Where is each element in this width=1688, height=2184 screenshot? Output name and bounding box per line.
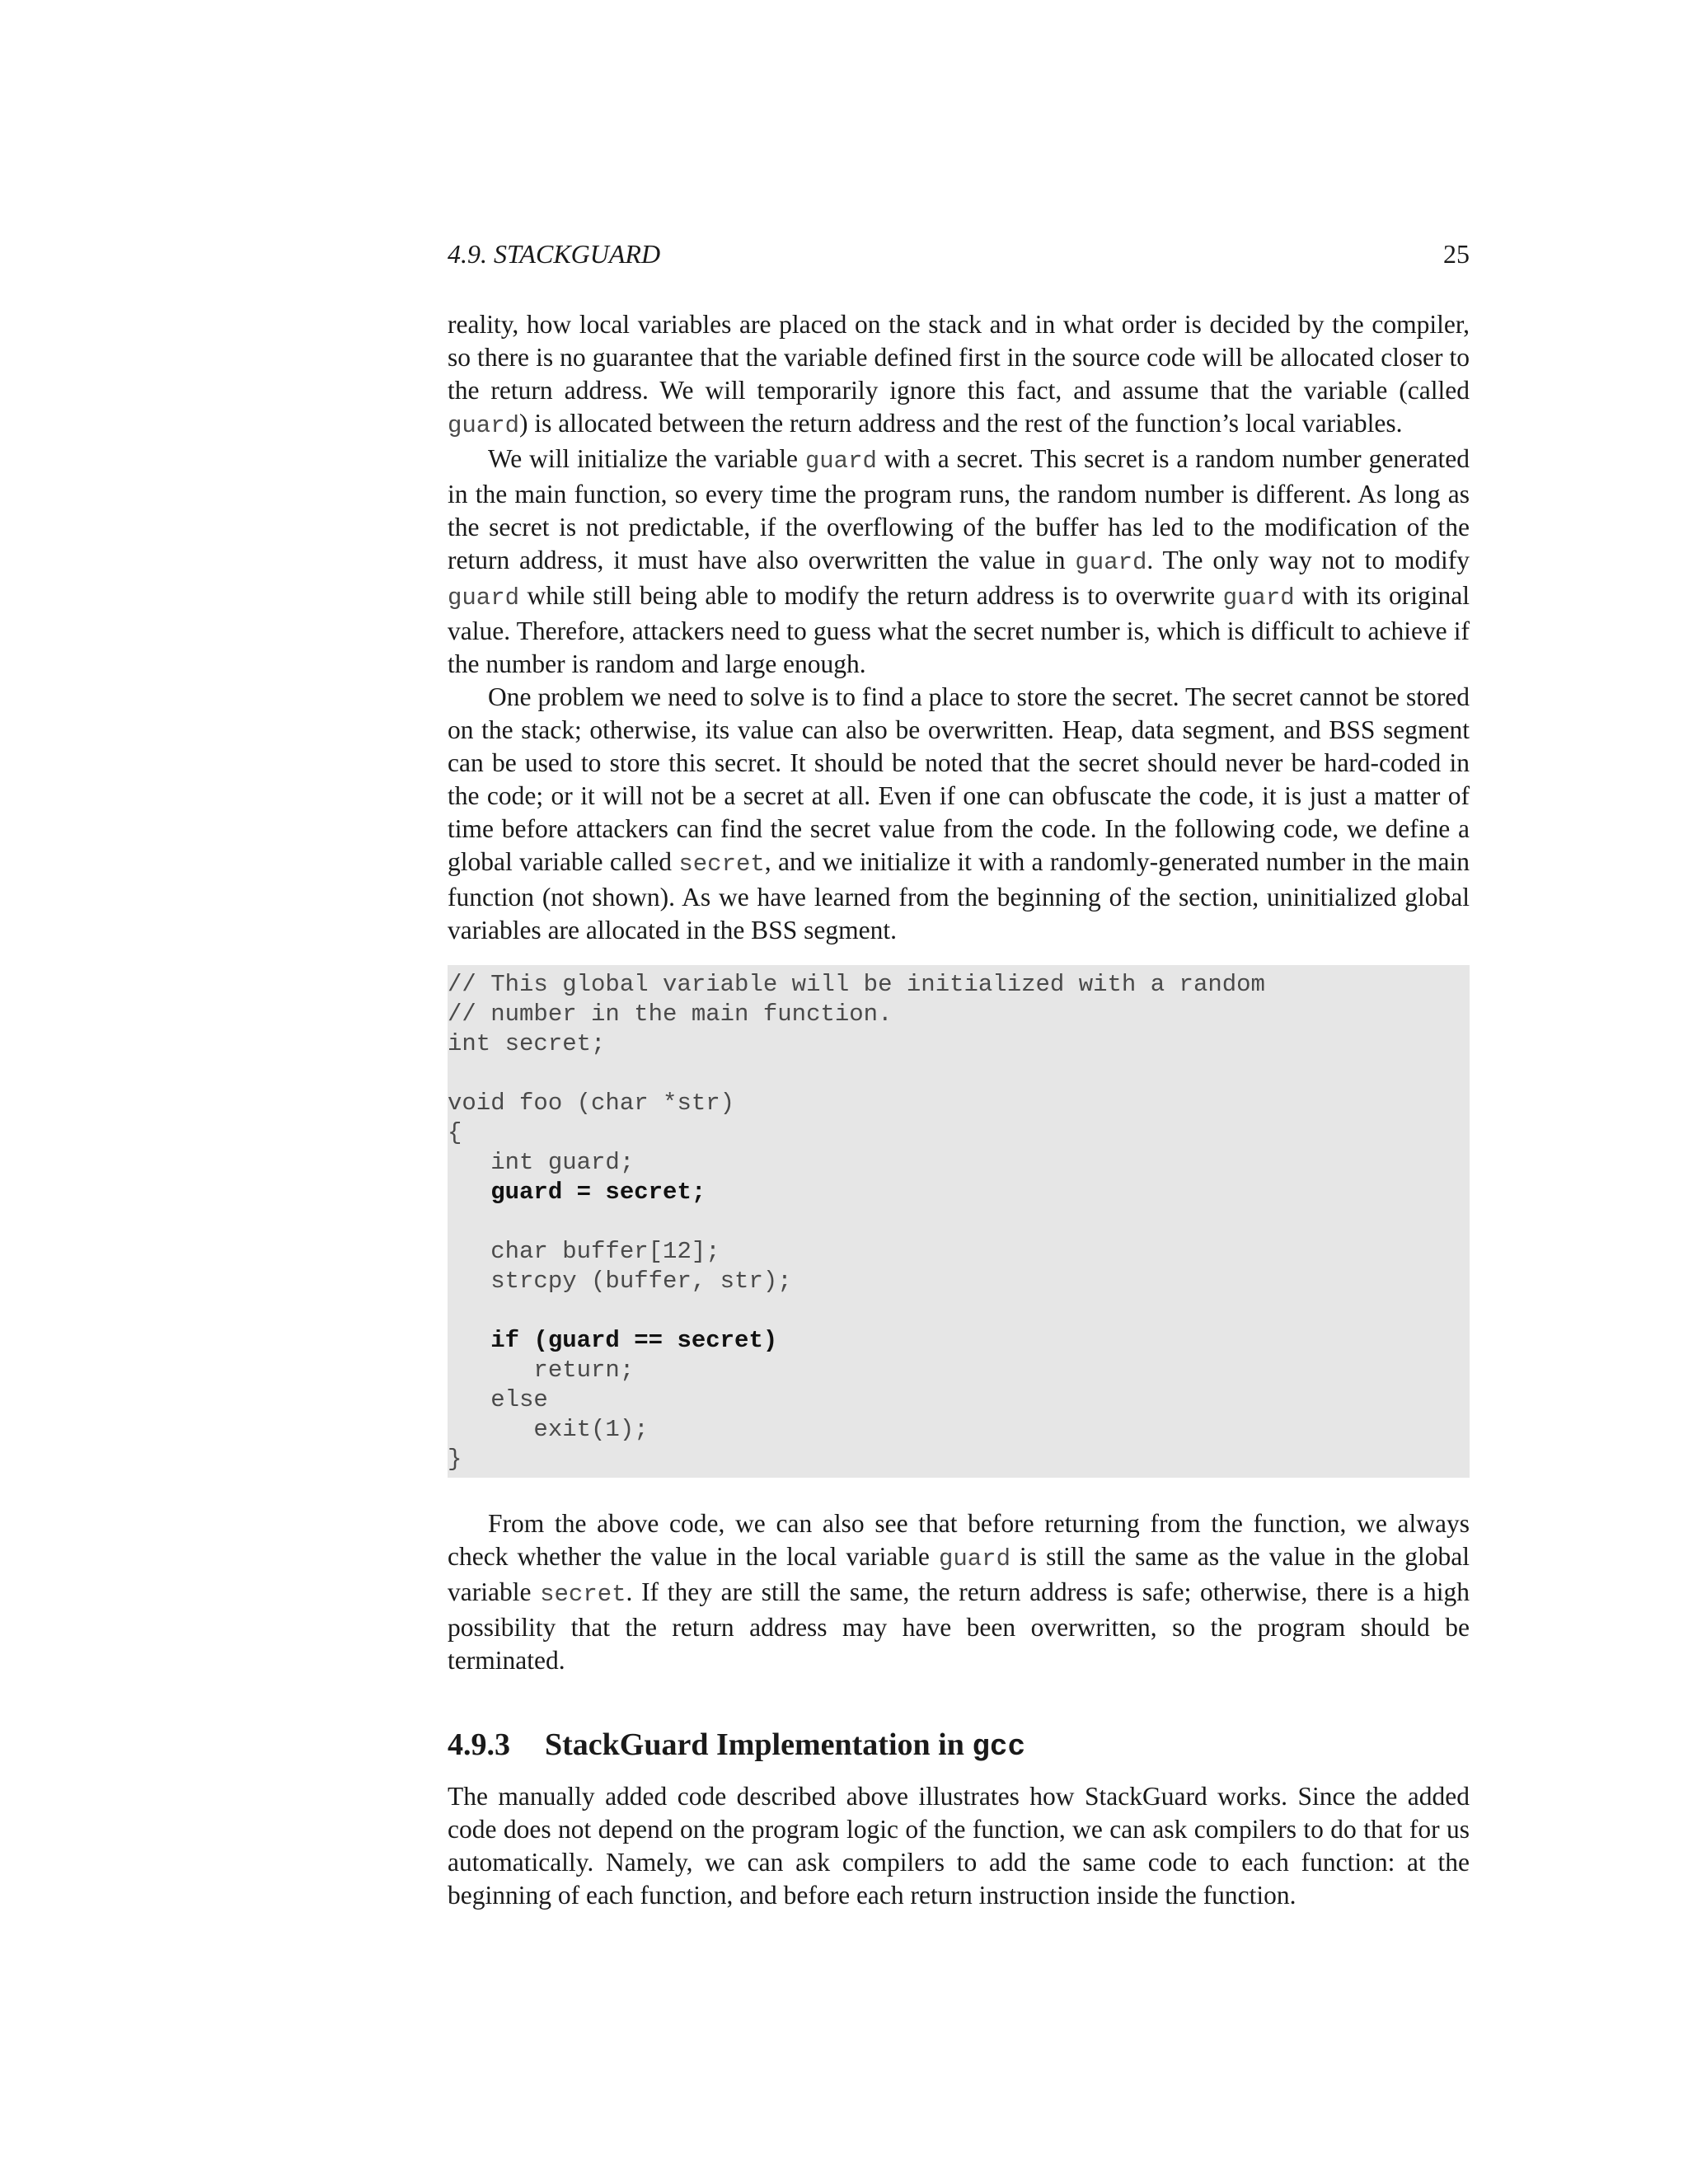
section-number: 4.9.3	[448, 1727, 510, 1762]
inline-code-guard: guard	[938, 1545, 1010, 1572]
text-run: From the above code, we can also see that before returning from the function, we always check whether the value in the local variable	[448, 1509, 1470, 1571]
code-line-highlighted: guard = secret;	[448, 1179, 706, 1206]
code-line: char buffer[12];	[448, 1238, 720, 1265]
code-line	[448, 1207, 1470, 1237]
paragraph-manual-code	[448, 1780, 1470, 1912]
inline-code-secret: secret	[678, 851, 765, 878]
code-line: // number in the main function.	[448, 1001, 893, 1028]
paragraph-initialize-guard	[448, 443, 1470, 681]
code-line: {	[448, 1119, 462, 1146]
code-line: strcpy (buffer, str);	[448, 1268, 792, 1295]
text-run: The manually added code described above illustrates how StackGuard works. Since the added code does not depend on the program logic of the function, we can ask compilers to do that for us automatically. Namely, we can ask compilers to add the same code to each function: at the beginning of each function, and before each return instruction inside the function.	[448, 1782, 1470, 1910]
code-line: int guard;	[448, 1149, 635, 1176]
section-heading	[448, 1727, 1470, 1764]
code-line: else	[448, 1386, 548, 1413]
inline-code-guard: guard	[448, 584, 520, 612]
code-line: exit(1);	[448, 1416, 649, 1443]
page-number: 25	[1443, 239, 1470, 269]
running-header-section: 4.9. STACKGUARD	[448, 239, 661, 269]
inline-code-guard: guard	[804, 448, 877, 475]
text-run: . The only way not to modify	[1146, 546, 1470, 574]
code-line	[448, 1296, 1470, 1326]
inline-code-guard: guard	[1075, 549, 1147, 576]
text-run: is still the same as the value in the global variable	[448, 1542, 1470, 1606]
text-run: with a secret. This secret is a random number generated in the main function, so every time the program runs, the random number is different. As long as the secret is not predictable, if the overflowing of the buffer has led to the modification of the return address, it must have also overwritten the value in	[448, 444, 1470, 574]
text-run: We will initialize the variable	[488, 444, 805, 473]
code-line: // This global variable will be initialized with a random	[448, 971, 1265, 998]
section-title	[545, 1727, 1025, 1764]
text-run: while still being able to modify the return address is to overwrite	[519, 581, 1223, 610]
code-line-highlighted: if (guard == secret)	[448, 1327, 778, 1354]
running-header	[448, 239, 1470, 277]
code-line	[448, 1059, 1470, 1089]
text-run: , and we initialize it with a randomly-generated number in the main function (not shown). As we have learned from the beginning of the section, uninitialized global variables are allocated in the BSS segment.	[448, 847, 1470, 944]
code-line: }	[448, 1446, 462, 1473]
inline-code-secret: secret	[540, 1581, 626, 1608]
paragraph-store-secret	[448, 681, 1470, 947]
text-run: reality, how local variables are placed on the stack and in what order is decided by the compiler, so there is no guarantee that the variable defined first in the source code will be allocated closer to the return address. We will temporarily ignore this fact, and assume that the variable (called	[448, 310, 1470, 405]
code-line: void foo (char *str)	[448, 1090, 735, 1117]
section-title-code: gcc	[972, 1730, 1026, 1764]
paragraph-reality	[448, 308, 1470, 443]
text-run: . If they are still the same, the return address is safe; otherwise, there is a high possibility that the return address may have been overwritten, so the program should be terminated.	[448, 1577, 1470, 1675]
text-run: One problem we need to solve is to find a place to store the secret. The secret cannot be stored on the stack; otherwise, its value can also be overwritten. Heap, data segment, and BSS segment can be used to store this secret. It should be noted that the secret should never be hard-coded in the code; or it will not be a secret at all. Even if one can obfuscate the code, it is just a matter of time before attackers can find the secret value from the code. In the following code, we define a global variable called	[448, 682, 1470, 876]
code-line: return;	[448, 1357, 635, 1384]
inline-code-guard: guard	[1222, 584, 1295, 612]
section-title-text: StackGuard Implementation in	[545, 1727, 973, 1762]
text-run: ) is allocated between the return address and the rest of the function’s local variables.	[519, 409, 1403, 438]
code-line: int secret;	[448, 1030, 606, 1057]
page	[448, 239, 1470, 1912]
paragraph-check-guard	[448, 1507, 1470, 1677]
code-listing	[448, 965, 1470, 1478]
text-run: with its original value. Therefore, attackers need to guess what the secret number is, which is difficult to achieve if the number is random and large enough.	[448, 581, 1470, 678]
inline-code-guard: guard	[448, 412, 520, 439]
